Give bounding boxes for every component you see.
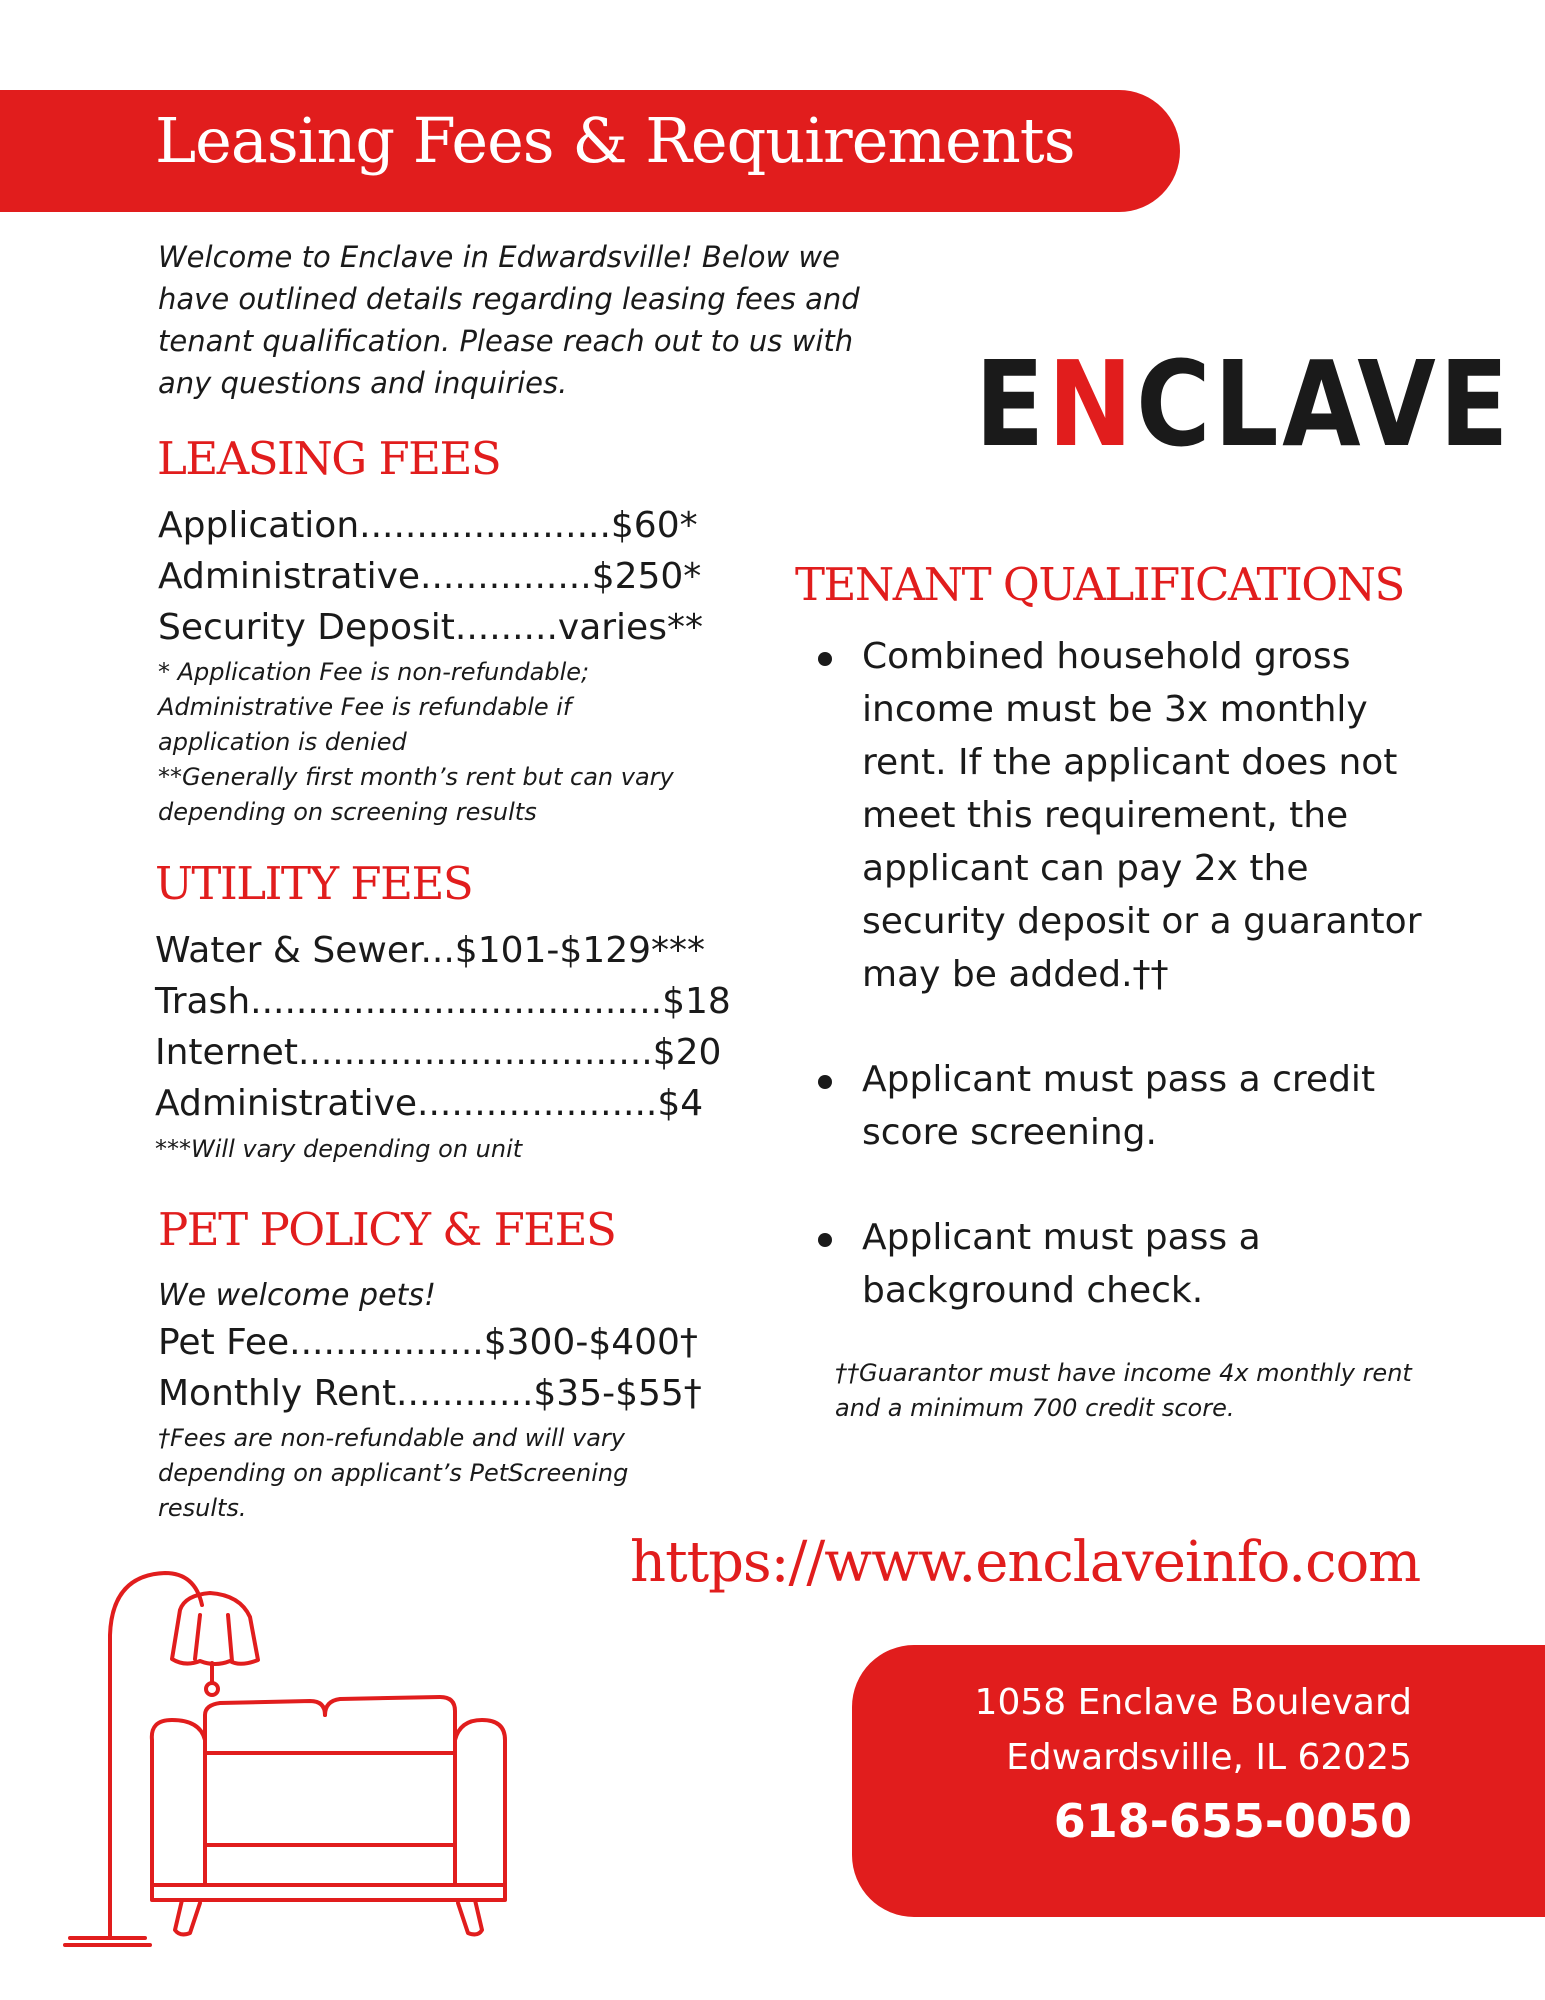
tenant-qualifications-list xyxy=(818,630,1438,1317)
qualification-text: Applicant must pass a background check. xyxy=(862,1217,1261,1311)
intro-paragraph: Welcome to Enclave in Edwardsville! Below we have outlined details regarding leasing fees and tenant qualification. Please reach out to us with any questions and inquiries. xyxy=(158,240,860,400)
address-line-1: 1058 Enclave Boulevard xyxy=(974,1682,1412,1723)
guarantor-footnote: ††Guarantor must have income 4x monthly rent and a minimum 700 credit score. xyxy=(835,1359,1412,1422)
bullet-icon xyxy=(818,1075,832,1089)
qualification-item xyxy=(818,630,1438,1001)
leasing-fees-note-2: **Generally first month’s rent but can vary depending on screening results xyxy=(158,763,674,826)
utility-fees-note: ***Will vary depending on unit xyxy=(155,1135,523,1163)
sofa-icon xyxy=(152,1697,505,1934)
utility-administrative: Administrative.....................$4 xyxy=(155,1083,704,1124)
page-title: Leasing Fees & Requirements xyxy=(155,104,1075,177)
pet-fees-note: †Fees are non-refundable and will vary depending on applicant’s PetScreening results. xyxy=(158,1424,629,1522)
pet-monthly-rent: Monthly Rent............$35-$55† xyxy=(158,1373,702,1414)
address-line-2: Edwardsville, IL 62025 xyxy=(1006,1737,1412,1778)
fee-application: Application......................$60* xyxy=(158,505,698,546)
pet-welcome-text: We welcome pets! xyxy=(158,1278,436,1313)
logo-letter-e: E xyxy=(975,335,1048,473)
leasing-fees-note-1: * Application Fee is non-refundable; Administrative Fee is refundable if application is denied xyxy=(158,658,590,756)
utility-water-sewer: Water & Sewer...$101-$129*** xyxy=(155,930,706,971)
utility-internet: Internet...............................$20 xyxy=(155,1032,722,1073)
bullet-icon xyxy=(818,1233,832,1247)
tenant-qualifications-heading: TENANT QUALIFICATIONS xyxy=(795,558,1404,611)
qualification-item xyxy=(818,1211,1438,1317)
leasing-fees-heading: LEASING FEES xyxy=(157,432,501,485)
qualification-text: Applicant must pass a credit score screening. xyxy=(862,1059,1376,1153)
phone-number[interactable]: 618-655-0050 xyxy=(1053,1794,1412,1848)
enclave-logo xyxy=(975,335,1513,473)
fee-administrative: Administrative...............$250* xyxy=(158,556,702,597)
website-link[interactable]: https://www.enclaveinfo.com xyxy=(630,1530,1421,1595)
pet-policy-heading: PET POLICY & FEES xyxy=(158,1203,616,1256)
qualification-text: Combined household gross income must be 3x monthly rent. If the applicant does not meet this requirement, the applicant can pay 2x the security deposit or a guarantor may be added.†† xyxy=(862,636,1422,995)
pet-fee: Pet Fee.................$300-$400† xyxy=(158,1322,698,1363)
qualification-item xyxy=(818,1053,1438,1159)
utility-trash: Trash....................................$18 xyxy=(155,981,731,1022)
lamp-and-sofa-illustration xyxy=(50,1555,610,1955)
floor-lamp-icon xyxy=(65,1573,258,1945)
logo-letter-n: N xyxy=(1047,335,1137,473)
utility-fees-heading: UTILITY FEES xyxy=(155,857,473,910)
bullet-icon xyxy=(818,652,832,666)
logo-letters-clave: CLAVE xyxy=(1136,335,1513,473)
fee-security-deposit: Security Deposit.........varies** xyxy=(158,607,703,648)
